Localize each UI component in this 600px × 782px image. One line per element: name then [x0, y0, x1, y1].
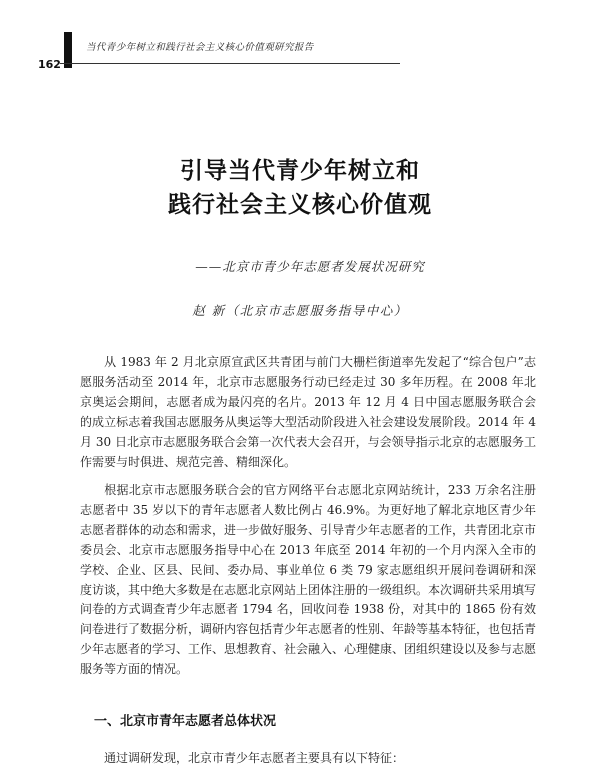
running-header: 当代青少年树立和践行社会主义核心价值观研究报告	[86, 42, 314, 53]
article-author: 赵 新（北京市志愿服务指导中心）	[192, 303, 408, 318]
article-title-line-1: 引导当代青少年树立和	[180, 158, 420, 184]
section-heading: 一、北京市青年志愿者总体状况	[94, 714, 277, 729]
paragraph-text: 根据北京市志愿服务联合会的官方网络平台志愿北京网站统计，233 万余名注册志愿者中 35 岁以下的青年志愿者人数比例占 46.9%。为更好地了解北京地区青少年志愿者群体的动态和需求，进一步做好服务、引导青少年志愿者的工作，共青团北京市委员会、北京市志愿服务指导中心在 2013 年底至 2014 年初的一个月内深入全市的学校、企业、区县、民间、委办局、事业单位 6 类 79 家志愿组织开展问卷调研和深度访谈，其中绝大多数是在志愿北京网站上团体注册的一级组织。本次调研共采用填写问卷的方式调查青少年志愿者 1794 名，回收问卷 1938 份，对其中的 1865 份有效问卷进行了数据分析，调研内容包括青少年志愿者的性别、年龄等基本特征，也包括青少年志愿者的学习、工作、思想教育、社会融入、心理健康、团组织建设以及参与志愿服务等方面的情况。	[80, 483, 537, 677]
paragraph-text: 从 1983 年 2 月北京原宣武区共青团与前门大栅栏街道率先发起了“综合包户”志愿服务活动至 2014 年，北京市志愿服务行动已经走过 30 多年历程。在 2008 年北京奥运会期间，志愿者成为最闪亮的名片。2013 年 12 月 4 日中国志愿服务联合会的成立标志着我国志愿服务从奥运等大型活动阶段进入社会建设发展阶段。2014 年 4 月 30 日北京市志愿服务联合会第一次代表大会召开，与会领导指示北京的志愿服务工作需要与时俱进、规范完善、精细深化。	[80, 355, 536, 469]
paragraph-text: 通过调研发现，北京市青少年志愿者主要具有以下特征：	[104, 751, 405, 765]
header-rule	[60, 63, 400, 64]
body-paragraph-3	[80, 749, 536, 769]
body-paragraph-1	[80, 353, 536, 472]
page-number: 162	[38, 58, 61, 71]
article-title-line-2: 践行社会主义核心价值观	[168, 192, 432, 218]
article-subtitle: ——北京市青少年志愿者发展状况研究	[195, 259, 425, 274]
body-paragraph-2	[80, 481, 536, 680]
